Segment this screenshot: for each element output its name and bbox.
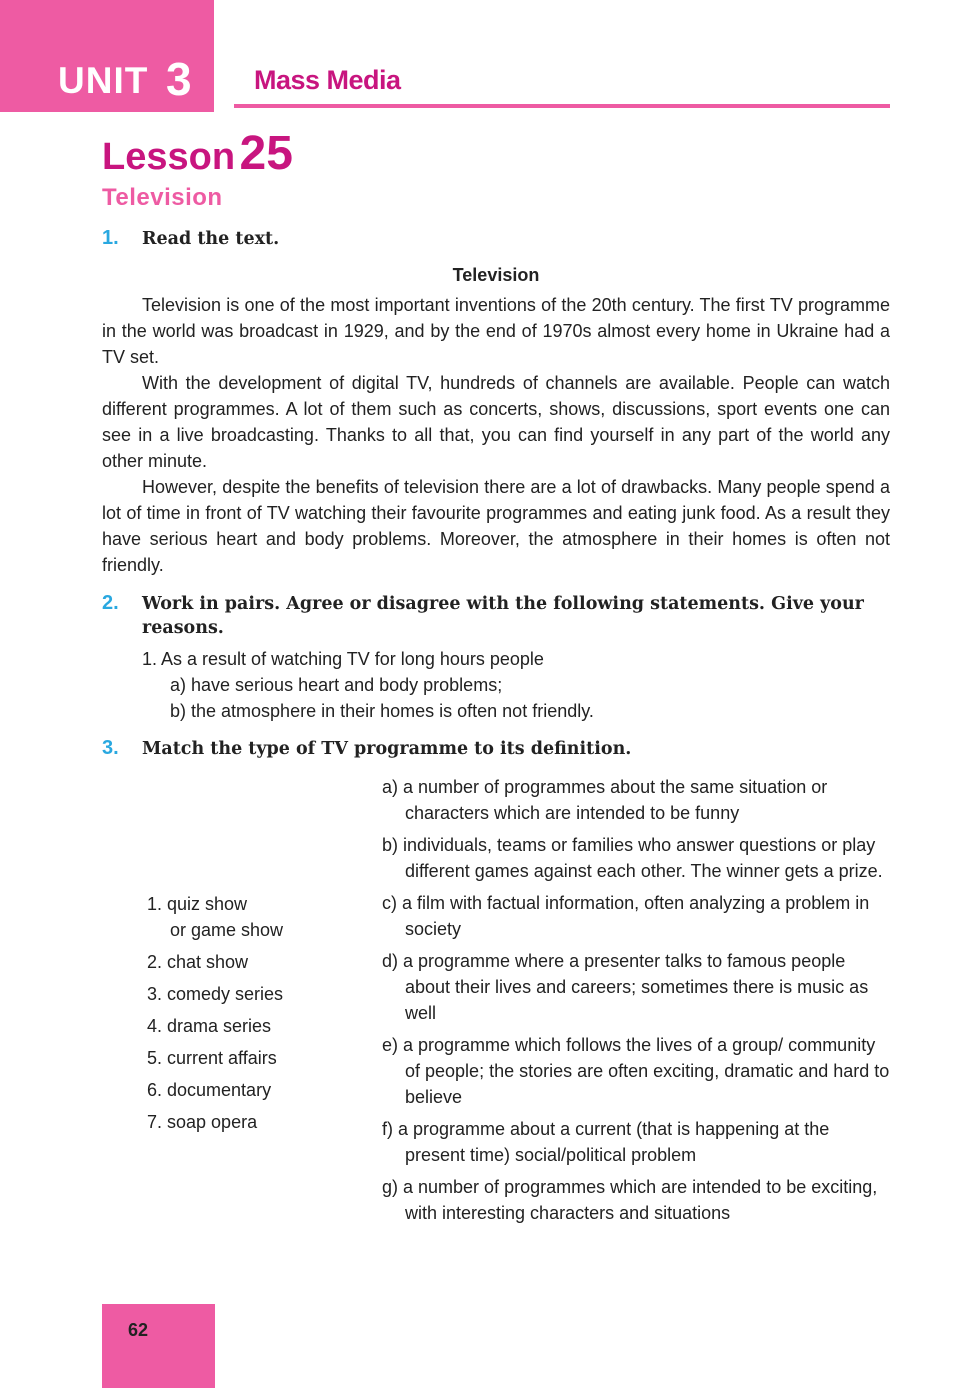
list-item: 6. documentary (147, 1080, 272, 1100)
task-2-number: 2. (102, 592, 119, 614)
list-item (147, 891, 283, 943)
list-item: 7. soap opera (147, 1112, 258, 1132)
reading-text (102, 292, 890, 578)
statement-option: b) the atmosphere in their homes is often not friendly. (170, 701, 594, 721)
reading-text-title: Television (452, 265, 540, 285)
task-2-instruction: Work in pairs. Agree or disagree with the following statements. Give your reasons. (142, 594, 864, 638)
lesson-title (102, 126, 293, 181)
task-3-number: 3. (102, 737, 119, 759)
page-number: 62 (128, 1320, 149, 1340)
statement: 1. As a result of watching TV for long hours people (142, 649, 544, 669)
unit-label: UNIT (58, 60, 149, 101)
task-2-heading (102, 592, 890, 640)
paragraph: With the development of digital TV, hundreds of channels are available. People can watch different programmes. A lot of them such as concerts, shows, discussions, sport events one can see in a live broadcasting. Thanks to all that, you can find yourself in any part of the world any other minute. (102, 373, 890, 471)
type-label: 1. quiz show (147, 894, 248, 914)
task-3-heading (102, 737, 890, 761)
page-number-box (102, 1304, 215, 1388)
task-1-instruction: Read the text. (142, 229, 280, 249)
definition-item: c) a film with factual information, often analyzing a problem in society (382, 893, 870, 939)
section-title: Mass Media (254, 65, 401, 95)
lesson-subtitle: Television (102, 184, 223, 211)
list-item: 5. current affairs (147, 1048, 277, 1068)
lesson-word: Lesson (102, 136, 236, 178)
task-3-instruction: Match the type of TV programme to its definition. (142, 739, 632, 759)
list-item: 3. comedy series (147, 984, 284, 1004)
unit-banner (0, 0, 214, 112)
paragraph: However, despite the benefits of television there are a lot of drawbacks. Many people spend a lot of time in front of TV watching their favourite programmes and eating junk food. As a result they have serious heart and body problems. Moreover, the atmosphere in their homes is often not friendly. (102, 477, 890, 575)
definition-item: f) a programme about a current (that is happening at the present time) social/political problem (382, 1119, 830, 1165)
definitions-list (382, 774, 892, 1232)
section-divider (234, 104, 890, 108)
definition-item: g) a number of programmes which are intended to be exciting, with interesting characters and situations (382, 1177, 878, 1223)
type-label-cont: or game show (170, 920, 284, 940)
definition-item: e) a programme which follows the lives of a group/ community of people; the stories are often exciting, dramatic and hard to believe (382, 1035, 890, 1107)
statement-option: a) have serious heart and body problems; (170, 675, 503, 695)
task-1-heading (102, 227, 890, 251)
definition-item: a) a number of programmes about the same situation or characters which are intended to be funny (382, 777, 828, 823)
list-item: 2. chat show (147, 952, 249, 972)
task-2-statements (142, 646, 594, 724)
programme-types-list (147, 891, 283, 1141)
list-item: 4. drama series (147, 1016, 272, 1036)
paragraph: Television is one of the most important inventions of the 20th century. The first TV programme in the world was broadcast in 1929, and by the end of 1970s almost every home in Ukraine had a TV set. (102, 295, 890, 367)
task-1-number: 1. (102, 227, 119, 249)
definition-item: b) individuals, teams or families who answer questions or play different games against each other. The winner gets a prize. (382, 835, 883, 881)
unit-number: 3 (166, 53, 192, 105)
lesson-number: 25 (239, 127, 293, 180)
definition-item: d) a programme where a presenter talks to famous people about their lives and careers; sometimes there is music as well (382, 951, 869, 1023)
